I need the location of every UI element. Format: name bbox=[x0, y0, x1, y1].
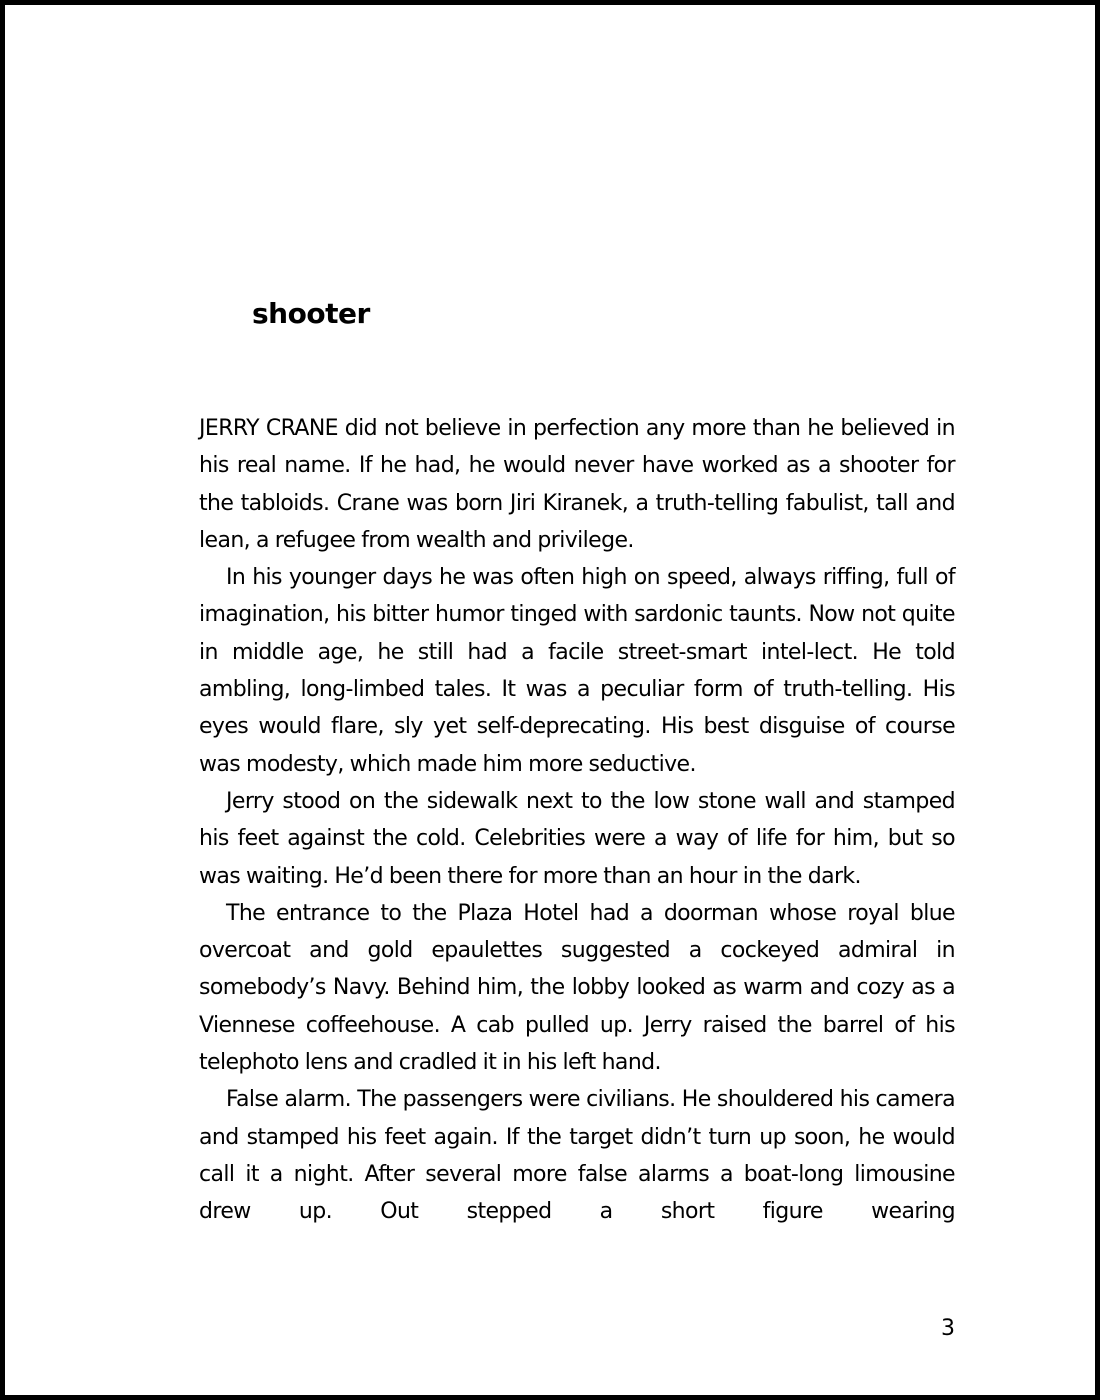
chapter-body bbox=[199, 410, 955, 1231]
paragraph-1-text: did not believe in perfection any more than he believed in his real name. If he had, he would never have worked as a shooter for the tabloids. Crane was born Jiri Kiranek, a truth-telling fabulist, tall and lean, a refugee from wealth and privilege. bbox=[199, 416, 955, 553]
paragraph-2: In his younger days he was often high on speed, always riffing, full of imagination, his bitter humor tinged with sardonic taunts. Now not quite in middle age, he still had a facile street-smart intel-lect. He told ambling, long-limbed tales. It was a peculiar form of truth-telling. His eyes would flare, sly yet self-deprecating. His best disguise of course was modesty, which made him more seductive. bbox=[199, 565, 955, 777]
paragraph-1 bbox=[199, 410, 955, 559]
paragraph-5: False alarm. The passengers were civilians. He shouldered his camera and stamped his feet again. If the target didn’t turn up soon, he would call it a night. After several more false alarms a boat-long limousine drew up. Out stepped a short figure wearing bbox=[199, 1087, 955, 1225]
paragraph-lead-small-caps: JERRY CRANE bbox=[199, 416, 338, 441]
paragraph-4: The entrance to the Plaza Hotel had a doorman whose royal blue overcoat and gold epaulettes suggested a cockeyed admiral in somebody’s Navy. Behind him, the lobby looked as warm and cozy as a Viennese coffeehouse. A cab pulled up. Jerry raised the barrel of his telephoto lens and cradled it in his left hand. bbox=[199, 900, 955, 1076]
chapter-title: shooter bbox=[252, 297, 370, 330]
paragraph-3: Jerry stood on the sidewalk next to the low stone wall and stamped his feet against the cold. Celebrities were a way of life for him, but so was waiting. He’d been there for more than an hour in the dark. bbox=[199, 788, 955, 889]
page-number: 3 bbox=[941, 1316, 955, 1341]
